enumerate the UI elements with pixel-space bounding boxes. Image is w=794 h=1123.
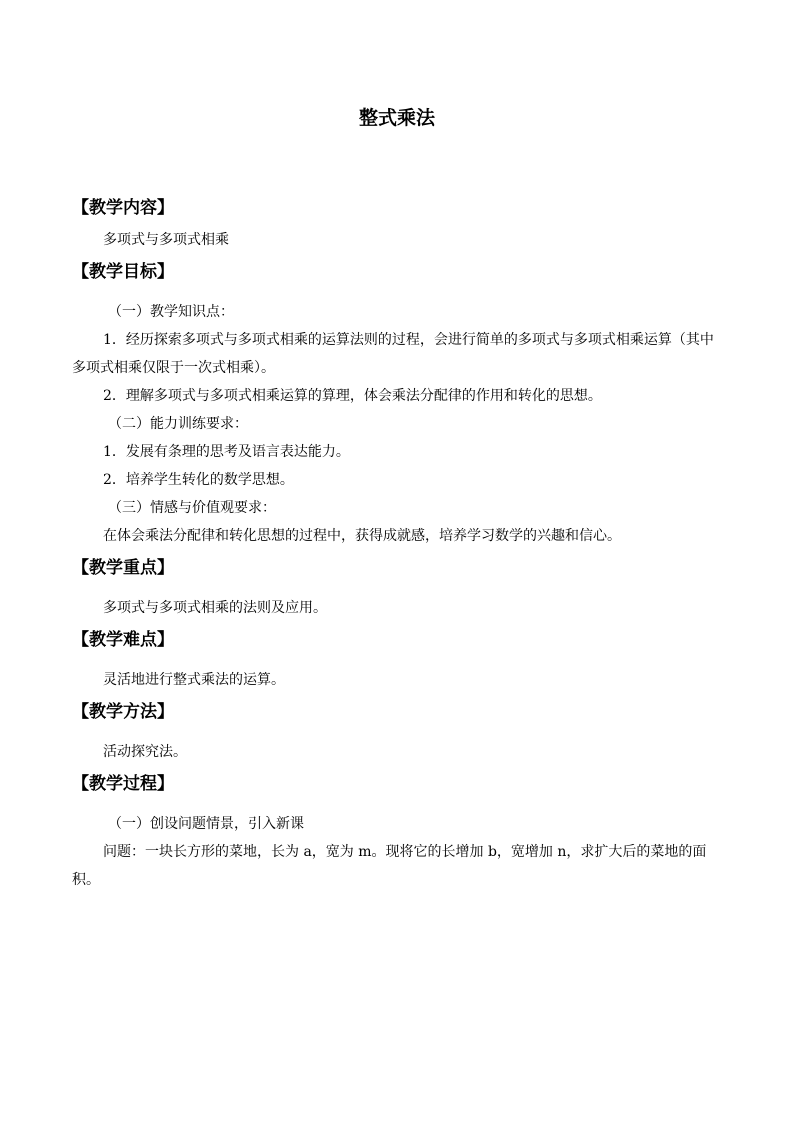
content-text: 多项式与多项式相乘 bbox=[103, 232, 229, 248]
objective-subheading-emotion: （三）情感与价值观要求： bbox=[108, 500, 276, 516]
objective-subheading-ability: （二）能力训练要求： bbox=[108, 416, 248, 432]
process-text: 问题：一块长方形的菜地，长为 a，宽为 m。现将它的长增加 b，宽增加 n，求扩大后的菜地的面积。 bbox=[72, 844, 707, 888]
key-point-text: 多项式与多项式相乘的法则及应用。 bbox=[103, 600, 327, 616]
objective-item: 2．理解多项式与多项式相乘运算的算理，体会乘法分配律的作用和转化的思想。 bbox=[103, 388, 602, 404]
method-text: 活动探究法。 bbox=[103, 744, 187, 760]
document-title: 整式乘法 bbox=[358, 107, 435, 129]
objective-item: 1．发展有条理的思考及语言表达能力。 bbox=[103, 444, 350, 460]
section-heading-methods: 【教学方法】 bbox=[72, 702, 174, 722]
document-body bbox=[72, 190, 722, 894]
objective-item: 在体会乘法分配律和转化思想的过程中，获得成就感，培养学习数学的兴趣和信心。 bbox=[103, 528, 621, 544]
section-heading-content: 【教学内容】 bbox=[72, 198, 174, 218]
section-heading-process: 【教学过程】 bbox=[72, 774, 174, 794]
section-heading-objectives: 【教学目标】 bbox=[72, 262, 174, 282]
objective-item: 1．经历探索多项式与多项式相乘的运算法则的过程，会进行简单的多项式与多项式相乘运算（其中多项式相乘仅限于一次式相乘）。 bbox=[72, 332, 714, 376]
section-heading-key-points: 【教学重点】 bbox=[72, 558, 174, 578]
process-subheading: （一）创设问题情景，引入新课 bbox=[108, 816, 304, 832]
objective-subheading-knowledge: （一）教学知识点： bbox=[108, 304, 234, 320]
difficulty-text: 灵活地进行整式乘法的运算。 bbox=[103, 672, 285, 688]
objective-item: 2．培养学生转化的数学思想。 bbox=[103, 472, 294, 488]
section-heading-difficulties: 【教学难点】 bbox=[72, 630, 174, 650]
